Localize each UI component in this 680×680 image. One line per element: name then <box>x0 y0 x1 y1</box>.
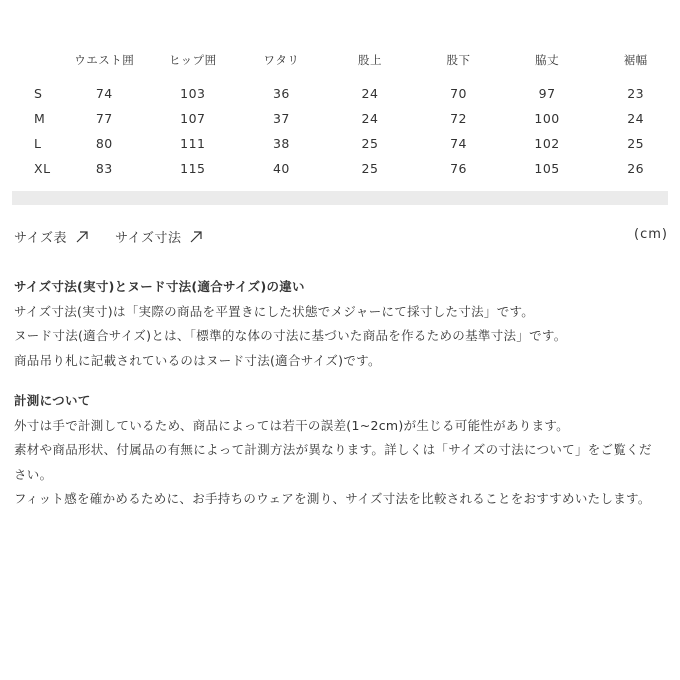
table-header-cell: 股下 <box>446 53 471 67</box>
table-header-cell: ウエスト囲 <box>74 53 135 67</box>
note-line: 外寸は手で計測しているため、商品によっては若干の誤差(1~2cm)が生じる可能性があります。 <box>14 417 569 433</box>
table-cell: 105 <box>534 161 560 176</box>
notes-section <box>14 275 664 512</box>
table-row <box>0 156 680 181</box>
section-heading: サイズ寸法(実寸)とヌード寸法(適合サイズ)の違い <box>14 279 305 294</box>
size-links-row <box>14 227 668 247</box>
note-line: 商品吊り札に記載されているのはヌード寸法(適合サイズ)です。 <box>14 352 381 368</box>
table-row-size: L <box>34 136 42 151</box>
table-cell: 38 <box>272 136 290 151</box>
table-header-row <box>0 45 680 75</box>
table-cell: 25 <box>361 136 379 151</box>
table-cell: 26 <box>627 161 645 176</box>
table-cell: 74 <box>450 136 467 151</box>
table-cell: 107 <box>180 111 206 126</box>
table-header-cell: 脇丈 <box>535 53 560 67</box>
table-cell: 24 <box>361 111 379 126</box>
table-row <box>0 106 680 131</box>
unit-label: (cm) <box>634 227 668 242</box>
size-dimension-link-label: サイズ寸法 <box>115 231 182 246</box>
table-cell: 36 <box>272 86 290 101</box>
table-cell: 74 <box>95 86 113 101</box>
table-cell: 76 <box>450 161 467 176</box>
table-cell: 25 <box>627 136 645 151</box>
divider-bar <box>12 191 668 205</box>
table-cell: 102 <box>534 136 560 151</box>
arrow-up-right-icon <box>189 230 203 244</box>
table-cell: 83 <box>95 161 113 176</box>
table-header-cell: ワタリ <box>263 53 300 67</box>
table-cell: 77 <box>95 111 113 126</box>
table-header-cell <box>0 45 60 75</box>
table-cell: 100 <box>534 111 560 126</box>
note-line: サイズ寸法(実寸)は「実際の商品を平置きにした状態でメジャーにて採寸した寸法」です。 <box>14 303 535 319</box>
table-cell: 72 <box>450 111 467 126</box>
size-chart-link-label: サイズ表 <box>14 231 67 246</box>
table-cell: 24 <box>627 111 645 126</box>
table-row-size: XL <box>34 161 51 176</box>
table-row <box>0 75 680 106</box>
table-cell: 70 <box>450 86 467 101</box>
table-cell: 111 <box>180 136 206 151</box>
measurement-section <box>14 389 664 512</box>
note-line: 素材や商品形状、付属品の有無によって計測方法が異なります。詳しくは「サイズの寸法について」をご覧ください。 <box>14 442 652 482</box>
size-table <box>0 45 680 181</box>
table-cell: 40 <box>272 161 290 176</box>
table-cell: 97 <box>538 86 556 101</box>
table-row-size: S <box>34 86 43 101</box>
table-cell: 37 <box>272 111 290 126</box>
size-chart-link[interactable] <box>14 227 89 246</box>
table-header-cell: 裾幅 <box>623 53 648 67</box>
size-dimension-link[interactable] <box>115 227 203 246</box>
arrow-up-right-icon <box>75 230 89 244</box>
table-header-cell: 股上 <box>357 53 382 67</box>
table-cell: 103 <box>180 86 206 101</box>
table-row <box>0 131 680 156</box>
table-row-size: M <box>34 111 46 126</box>
table-cell: 115 <box>180 161 206 176</box>
table-cell: 80 <box>95 136 113 151</box>
note-line: ヌード寸法(適合サイズ)とは、「標準的な体の寸法に基づいた商品を作るための基準寸法」です。 <box>14 328 567 343</box>
table-cell: 25 <box>361 161 379 176</box>
note-line: フィット感を確かめるために、お手持ちのウェアを測り、サイズ寸法を比較されることをおすすめいたします。 <box>14 491 651 506</box>
table-cell: 23 <box>627 86 645 101</box>
section-heading: 計測について <box>14 393 91 408</box>
table-header-cell: ヒップ囲 <box>169 53 217 67</box>
table-cell: 24 <box>361 86 379 101</box>
